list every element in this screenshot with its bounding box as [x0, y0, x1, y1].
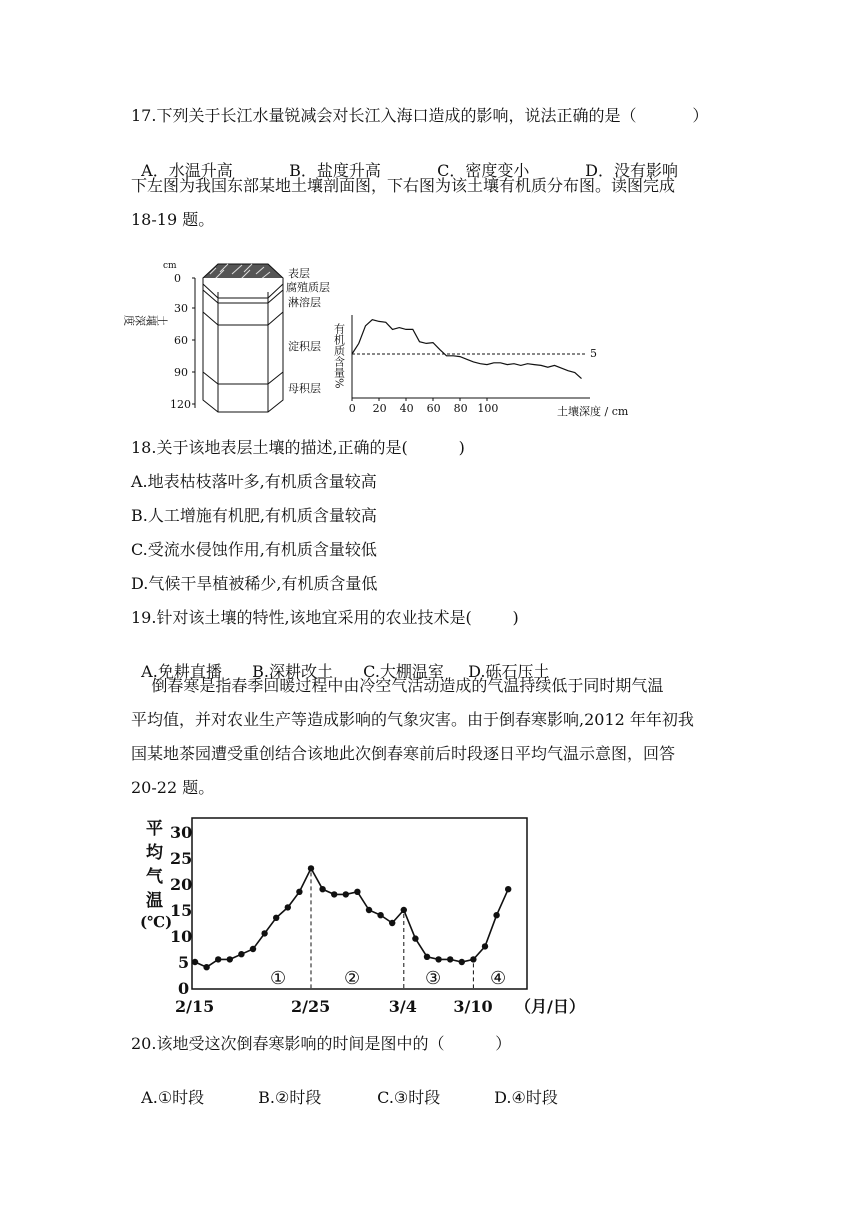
period-label-3: ③ — [425, 968, 442, 989]
temp-point — [482, 943, 488, 949]
organic-x-tick-label: 60 — [426, 402, 441, 415]
temp-y-tick-label: 15 — [170, 901, 193, 920]
q17-options — [131, 141, 678, 181]
soil-column — [203, 264, 283, 412]
temp-point — [331, 891, 337, 897]
temp-point — [412, 935, 418, 941]
temp-point — [308, 865, 314, 871]
temp-point — [285, 904, 291, 910]
organic-matter-chart — [332, 305, 640, 420]
temp-point — [401, 907, 407, 913]
temp-point — [354, 889, 360, 895]
q19-option-d: D.砾石压土 — [468, 662, 550, 681]
q18-option-b: B.人工增施有机肥,有机质含量较高 — [131, 506, 377, 525]
soil-depth-ticks — [170, 272, 195, 411]
temp-x-ticks — [175, 997, 493, 1016]
temperature-chart — [140, 810, 600, 1025]
temp-point — [296, 889, 302, 895]
q20-stem: 20.该地受这次倒春寒影响的时间是图中的（ ） — [131, 1034, 512, 1053]
temp-y-tick-label: 5 — [178, 953, 190, 972]
temp-y-tick-label: 20 — [170, 875, 193, 894]
temp-y-tick-label: 10 — [170, 927, 193, 946]
temp-point — [215, 956, 221, 962]
q17-option-a: A．水温升高 — [141, 161, 233, 180]
q17-option-d: D．没有影响 — [585, 161, 679, 180]
temp-ylabel-char-1: 平 — [146, 819, 163, 839]
organic-reference-label: 5 — [590, 347, 597, 360]
temp-ylabel — [140, 818, 172, 931]
soil-tick-0: 0 — [174, 272, 181, 285]
temp-point — [493, 912, 499, 918]
organic-x-ticks — [349, 398, 499, 415]
temp-point — [261, 930, 267, 936]
temp-y-tick-label: 25 — [170, 849, 193, 868]
period-label-4: ④ — [490, 968, 507, 989]
layer-label-surface: 表层 — [288, 267, 310, 280]
temp-ylabel-char-2: 均 — [146, 843, 163, 863]
temp-point — [227, 956, 233, 962]
temp-y-tick-label: 0 — [178, 979, 190, 998]
temp-point — [250, 946, 256, 952]
layer-label-parent: 母积层 — [288, 382, 321, 395]
q18-option-d: D.气候干旱植被稀少,有机质含量低 — [131, 574, 378, 593]
temp-plot-frame — [192, 818, 527, 989]
temp-ylabel-char-4: 温 — [146, 891, 163, 911]
organic-xlabel: 土壤深度 / cm — [557, 405, 629, 418]
temp-period-labels — [270, 968, 506, 989]
q20-option-d: D.④时段 — [494, 1088, 558, 1107]
layer-label-humus: 腐殖质层 — [286, 281, 330, 294]
temp-period-dividers — [311, 872, 473, 988]
soil-layer-labels — [286, 266, 330, 395]
organic-x-tick-label: 100 — [477, 402, 499, 415]
soil-profile-figure — [124, 250, 350, 420]
layer-label-eluvial: 淋溶层 — [288, 296, 321, 309]
soil-unit-label: cm — [163, 261, 177, 271]
temp-y-tick-label: 30 — [170, 823, 193, 842]
temp-point — [435, 956, 441, 962]
q17-option-b: B．盐度升高 — [289, 161, 381, 180]
temp-ylabel-char-3: 气 — [146, 867, 163, 887]
temp-point — [238, 951, 244, 957]
soil-depth-axis-label: 土壤深度 — [124, 313, 168, 327]
temp-point — [343, 891, 349, 897]
temp-x-tick-label: 3/4 — [388, 997, 417, 1016]
intro-18-19-line2: 18-19 题。 — [131, 210, 215, 229]
q19-option-b: B.深耕改土 — [252, 662, 334, 681]
organic-series-line — [352, 320, 582, 379]
temp-x-tick-label: 2/25 — [291, 997, 331, 1016]
passage-line1: 倒春寒是指春季回暖过程中由冷空气活动造成的气温持续低于同时期气温 — [131, 676, 664, 695]
temp-ylabel-unit: (℃) — [140, 913, 173, 931]
passage-line2: 平均值，并对农业生产等造成影响的气象灾害。由于倒春寒影响,2012 年年初我 — [131, 710, 694, 729]
temp-point — [459, 959, 465, 965]
period-label-2: ② — [344, 968, 361, 989]
q18-option-a: A.地表枯枝落叶多,有机质含量较高 — [131, 472, 377, 491]
temp-point — [447, 956, 453, 962]
q18-stem: 18.关于该地表层土壤的描述,正确的是( ) — [131, 438, 465, 457]
temp-point — [470, 956, 476, 962]
temp-point — [424, 954, 430, 960]
intro-18-19-line1: 下左图为我国东部某地土壤剖面图，下右图为该土壤有机质分布图。读图完成 — [131, 176, 676, 195]
temp-x-tick-label: 3/10 — [453, 997, 493, 1016]
soil-tick-60: 60 — [174, 334, 188, 347]
q20-option-a: A.①时段 — [141, 1088, 205, 1107]
soil-tick-90: 90 — [174, 366, 188, 379]
temp-point — [203, 964, 209, 970]
temp-y-ticks — [170, 823, 192, 998]
temp-point — [273, 915, 279, 921]
temp-point — [366, 907, 372, 913]
q20-option-b: B.②时段 — [258, 1088, 322, 1107]
q17-option-c: C．密度变小 — [437, 161, 530, 180]
q19-stem: 19.针对该土壤的特性,该地宜采用的农业技术是( ) — [131, 608, 519, 627]
period-label-1: ① — [270, 968, 287, 989]
organic-x-tick-label: 80 — [453, 402, 468, 415]
organic-x-tick-label: 0 — [348, 402, 356, 415]
passage-line4: 20-22 题。 — [131, 778, 215, 797]
q17-stem: 17.下列关于长江水量锐减会对长江入海口造成的影响，说法正确的是（ ） — [131, 106, 709, 125]
temp-point — [505, 886, 511, 892]
q20-option-c: C.③时段 — [377, 1088, 441, 1107]
q18-option-c: C.受流水侵蚀作用,有机质含量较低 — [131, 540, 377, 559]
temp-point — [319, 886, 325, 892]
temp-point — [389, 920, 395, 926]
passage-line3: 国某地茶园遭受重创结合该地此次倒春寒前后时段逐日平均气温示意图，回答 — [131, 744, 676, 763]
q20-options — [131, 1068, 558, 1108]
layer-label-illuvial: 淀积层 — [288, 340, 321, 353]
organic-ylabel: 有机质含量% — [332, 323, 346, 389]
temp-unit-label: （月/日） — [515, 997, 585, 1016]
soil-tick-120: 120 — [170, 398, 191, 411]
temp-series-points — [192, 865, 512, 970]
q19-option-a: A.免耕直播 — [141, 662, 222, 681]
temp-point — [377, 912, 383, 918]
temp-x-tick-label: 2/15 — [175, 997, 215, 1016]
soil-tick-30: 30 — [174, 302, 188, 315]
organic-x-tick-label: 40 — [399, 402, 414, 415]
q19-option-c: C.大棚温室 — [363, 662, 444, 681]
temp-point — [192, 959, 198, 965]
organic-x-tick-label: 20 — [372, 402, 387, 415]
